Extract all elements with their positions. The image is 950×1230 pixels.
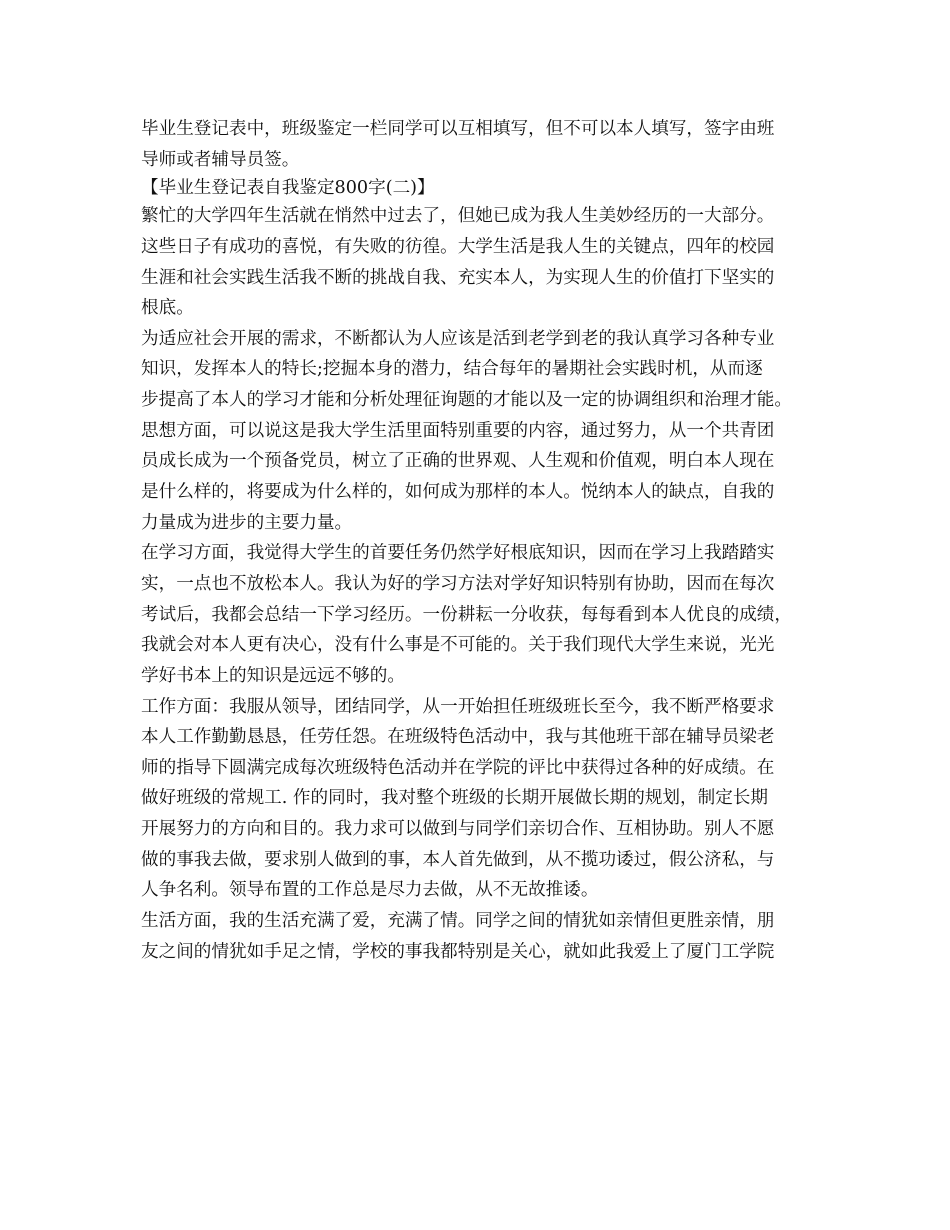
text-line: 考试后，我都会总结一下学习经历。一份耕耘一分收获，每每看到本人优良的成绩， xyxy=(141,604,792,625)
section-heading: 【毕业生登记表自我鉴定800字(二)】 xyxy=(141,178,435,199)
text-line: 导师或者辅导员签。 xyxy=(141,149,300,170)
text-line: 是什么样的，将要成为什么样的，如何成为那样的本人。悦纳本人的缺点，自我的 xyxy=(141,482,775,503)
text-line: 实，一点也不放松本人。我认为好的学习方法对学好知识特别有协助，因而在每次 xyxy=(141,573,775,594)
text-line: 为适应社会开展的需求，不断都认为人应该是活到老学到老的我认真学习各种专业 xyxy=(141,328,775,349)
text-line: 根底。 xyxy=(141,298,194,319)
text-line: 工作方面：我服从领导，团结同学，从一开始担任班级班长至今，我不断严格要求 xyxy=(141,696,775,717)
text-line: 学好书本上的知识是远远不够的。 xyxy=(141,665,405,686)
text-line: 人争名利。领导布置的工作总是尽力去做，从不无故推诿。 xyxy=(141,880,599,901)
text-line: 做的事我去做，要求别人做到的事，本人首先做到，从不揽功诿过，假公济私，与 xyxy=(141,849,775,870)
text-line: 思想方面，可以说这是我大学生活里面特别重要的内容，通过努力，从一个共青团 xyxy=(141,420,775,441)
text-line: 师的指导下圆满完成每次班级特色活动并在学院的评比中获得过各种的好成绩。在 xyxy=(141,757,775,778)
text-line: 友之间的情犹如手足之情，学校的事我都特别是关心，就如此我爱上了厦门工学院 xyxy=(141,941,775,962)
document-body xyxy=(141,114,821,967)
text-line: 生活方面，我的生活充满了爱，充满了情。同学之间的情犹如亲情但更胜亲情，朋 xyxy=(141,911,775,932)
text-line: 开展努力的方向和目的。我力求可以做到与同学们亲切合作、互相协助。别人不愿 xyxy=(141,819,775,840)
text-line: 生涯和社会实践生活我不断的挑战自我、充实本人，为实现人生的价值打下坚实的 xyxy=(141,267,775,288)
text-line: 在学习方面，我觉得大学生的首要任务仍然学好根底知识，因而在学习上我踏踏实 xyxy=(141,543,775,564)
text-line: 步提高了本人的学习才能和分析处理征询题的才能以及一定的协调组织和治理才能。 xyxy=(141,390,792,411)
text-line: 力量成为进步的主要力量。 xyxy=(141,512,353,533)
text-line: 这些日子有成功的喜悦，有失败的彷徨。大学生活是我人生的关键点，四年的校园 xyxy=(141,236,775,257)
text-line: 做好班级的常规工. 作的同时，我对整个班级的长期开展做长期的规划，制定长期 xyxy=(141,788,768,809)
text-line: 知识，发挥本人的特长;挖掘本身的潜力，结合每年的暑期社会实践时机，从而逐 xyxy=(141,359,763,380)
text-line: 员成长成为一个预备党员，树立了正确的世界观、人生观和价值观，明白本人现在 xyxy=(141,451,775,472)
text-line: 毕业生登记表中，班级鉴定一栏同学可以互相填写，但不可以本人填写，签字由班 xyxy=(141,119,775,139)
text-line: 我就会对本人更有决心，没有什么事是不可能的。关于我们现代大学生来说，光光 xyxy=(141,635,775,656)
text-line: 本人工作勤勤恳恳，任劳任怨。在班级特色活动中，我与其他班干部在辅导员梁老 xyxy=(141,727,775,748)
text-line: 繁忙的大学四年生活就在悄然中过去了，但她已成为我人生美妙经历的一大部分。 xyxy=(141,206,775,227)
